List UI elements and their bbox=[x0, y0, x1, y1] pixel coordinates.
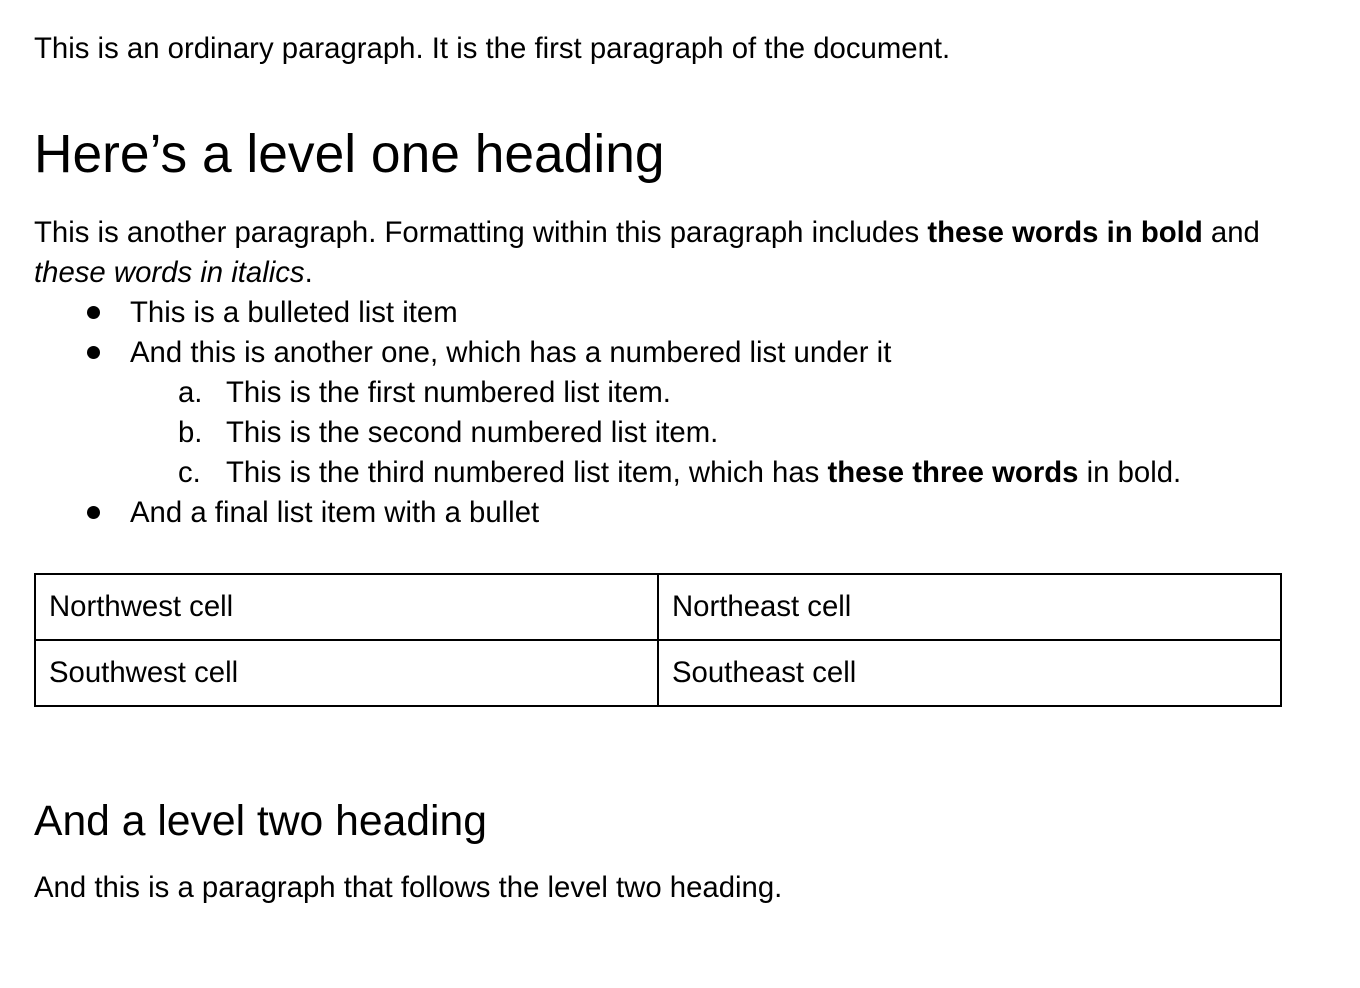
numbered-item-text-end: in bold. bbox=[1078, 456, 1182, 489]
list-item-text: This is a bulleted list item bbox=[130, 296, 458, 329]
formatted-text-italic: these words in italics bbox=[34, 256, 305, 289]
list-item bbox=[34, 333, 1282, 373]
level-one-heading: Here’s a level one heading bbox=[34, 125, 665, 184]
list-marker-a: a. bbox=[178, 376, 203, 409]
numbered-item-text-regular: This is the third numbered list item, which has bbox=[226, 456, 828, 489]
formatted-text-bold: these words in bold bbox=[927, 216, 1203, 249]
numbered-list-item bbox=[34, 373, 1282, 413]
bullet-list bbox=[34, 293, 1282, 533]
list-item-text: And this is another one, which has a numbered list under it bbox=[130, 336, 892, 369]
formatted-paragraph bbox=[34, 213, 1282, 293]
formatted-text-period: . bbox=[304, 256, 313, 289]
bullet-icon bbox=[87, 506, 100, 519]
list-item bbox=[34, 293, 1282, 333]
table-cell-northwest: Northwest cell bbox=[35, 574, 658, 640]
table-cell-southwest: Southwest cell bbox=[35, 640, 658, 706]
formatted-paragraph-line2 bbox=[34, 253, 1282, 293]
numbered-list-item bbox=[34, 453, 1282, 493]
table-row bbox=[35, 574, 1281, 640]
numbered-item-text: This is the second numbered list item. bbox=[226, 416, 719, 449]
list-marker-c: c. bbox=[178, 456, 201, 489]
table-cell-northeast: Northeast cell bbox=[658, 574, 1281, 640]
numbered-item-text-bold: these three words bbox=[827, 456, 1079, 489]
numbered-item-text: This is the first numbered list item. bbox=[226, 376, 671, 409]
closing-paragraph: And this is a paragraph that follows the level two heading. bbox=[34, 871, 783, 904]
level-two-heading: And a level two heading bbox=[34, 797, 487, 845]
list-item-text: And a final list item with a bullet bbox=[130, 496, 540, 529]
formatted-paragraph-line1 bbox=[34, 213, 1282, 253]
two-by-two-table bbox=[34, 573, 1282, 707]
table-row bbox=[35, 640, 1281, 706]
numbered-list-item bbox=[34, 413, 1282, 453]
bullet-icon bbox=[87, 346, 100, 359]
list-marker-b: b. bbox=[178, 416, 203, 449]
numbered-item-text bbox=[226, 456, 1181, 489]
table-cell-southeast: Southeast cell bbox=[658, 640, 1281, 706]
bullet-icon bbox=[87, 306, 100, 319]
formatted-text-regular: This is another paragraph. Formatting within this paragraph includes bbox=[34, 216, 928, 249]
list-item bbox=[34, 493, 1282, 533]
intro-paragraph: This is an ordinary paragraph. It is the first paragraph of the document. bbox=[34, 32, 951, 65]
formatted-text-and: and bbox=[1202, 216, 1260, 249]
